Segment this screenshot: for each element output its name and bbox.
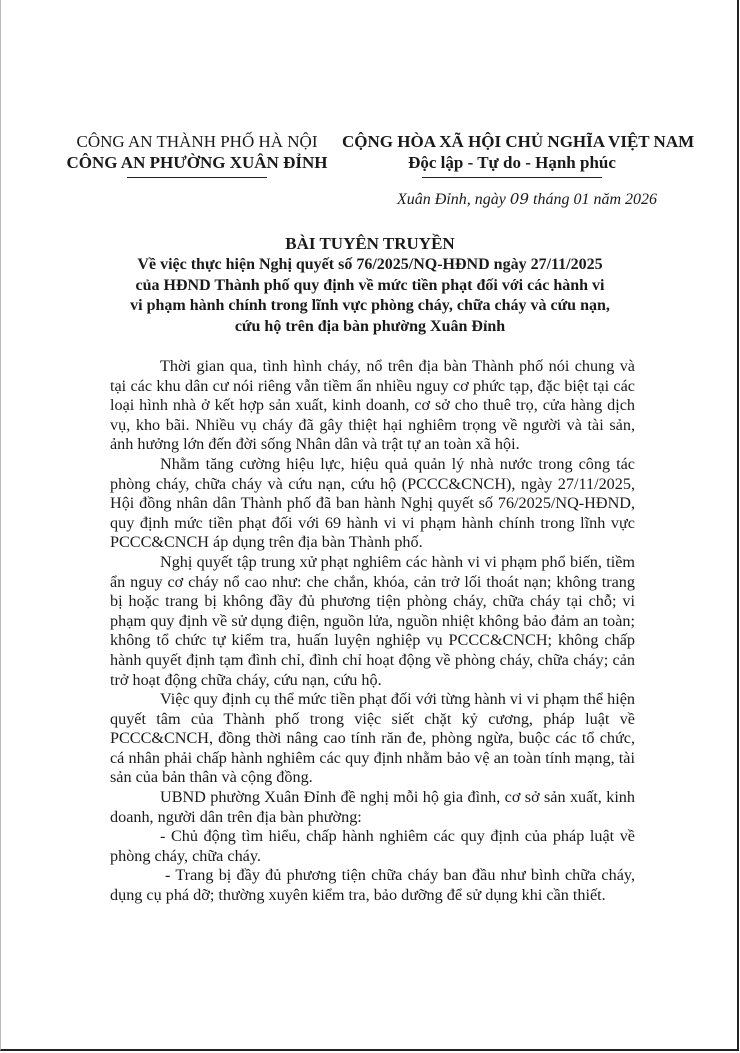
body-paragraph: Thời gian qua, tình hình cháy, nổ trên địa bàn Thành phố nói chung và tại các khu dân cư nói riêng vẫn tiềm ẩn nhiều nguy cơ phức tạp, đặc biệt tại các loại hình nhà ở kết hợp sản xuất, kinh doanh, cơ sở cho thuê trọ, cửa hàng dịch vụ, kho bãi. Nhiều vụ cháy đã gây thiệt hại nghiêm trọng về người và tài sản, ảnh hưởng lớn đến đời sống Nhân dân và trật tự an toàn xã hội.	[110, 357, 635, 454]
bullet-item: - Chủ động tìm hiểu, chấp hành nghiêm các quy định của pháp luật về phòng cháy, chữa cháy.	[110, 827, 635, 865]
bullet-item: - Trang bị đầy đủ phương tiện chữa cháy ban đầu như bình chữa cháy, dụng cụ phá dỡ; thường xuyên kiểm tra, bảo dưỡng để sử dụng khi cần thiết.	[110, 866, 635, 905]
document-body	[110, 357, 635, 906]
unit-name: CÔNG AN PHƯỜNG XUÂN ĐỈNH	[66, 153, 328, 172]
body-paragraph: Nghị quyết tập trung xử phạt nghiêm các hành vi vi phạm phổ biến, tiềm ẩn nguy cơ cháy nổ cao như: che chắn, khóa, cản trở lối thoát nạn; không trang bị hoặc trang bị không đầy đủ phương tiện phòng cháy, chữa cháy tại chỗ; vi phạm quy định về sử dụng điện, nguồn lửa, nguồn nhiệt không bảo đảm an toàn; không tổ chức tự kiểm tra, huấn luyện nghiệp vụ PCCC&CNCH; không chấp hành quyết định tạm đình chỉ, đình chỉ hoạt động về phòng cháy, chữa cháy; cản trở hoạt động chữa cháy, cứu nạn, cứu hộ.	[110, 552, 635, 689]
motto-underline	[422, 177, 602, 178]
date-day: 09	[509, 190, 529, 208]
date-suffix: tháng 01 năm 2026	[529, 191, 657, 208]
body-paragraph: Việc quy định cụ thể mức tiền phạt đối với từng hành vi vi phạm thể hiện quyết tâm của Thành phố trong việc siết chặt kỷ cương, pháp luật về PCCC&CNCH, đồng thời nâng cao tính răn đe, phòng ngừa, buộc các tổ chức, cá nhân phải chấp hành nghiêm các quy định nhằm bảo vệ an toàn tính mạng, tài sản của bản thân và cộng đồng.	[110, 690, 635, 787]
document-title: BÀI TUYÊN TRUYỀN	[285, 234, 455, 253]
place-date-line	[0, 190, 657, 209]
national-motto: Độc lập - Tự do - Hạnh phúc	[408, 153, 616, 172]
subtitle-line: cứu hộ trên địa bàn phường Xuân Đỉnh	[234, 317, 506, 335]
country-name: CỘNG HÒA XÃ HỘI CHỦ NGHĨA VIỆT NAM	[342, 132, 695, 151]
national-title-block	[342, 131, 695, 178]
subtitle-line: Về việc thực hiện Nghị quyết số 76/2025/NQ-HĐND ngày 27/11/2025	[137, 256, 603, 273]
body-paragraph: UBND phường Xuân Đỉnh đề nghị mỗi hộ gia đình, cơ sở sản xuất, kinh doanh, người dân trên địa bàn phường:	[110, 788, 635, 826]
subtitle-line: của HĐND Thành phố quy định về mức tiền phạt đối với các hành vi	[135, 276, 605, 294]
body-paragraph: Nhằm tăng cường hiệu lực, hiệu quả quản lý nhà nước trong công tác phòng cháy, chữa cháy và cứu nạn, cứu hộ (PCCC&CNCH), ngày 27/11/2025, Hội đồng nhân dân Thành phố đã ban hành Nghị quyết số 76/2025/NQ-HĐND, quy định mức tiền phạt đối với 69 hành vi vi phạm hành chính trong lĩnh vực PCCC&CNCH áp dụng trên địa bàn Thành phố.	[110, 454, 635, 552]
agency-underline	[127, 177, 267, 178]
parent-agency-name: CÔNG AN THÀNH PHỐ HÀ NỘI	[76, 132, 318, 151]
issuing-agency-block	[52, 131, 342, 178]
subtitle-line: vi phạm hành chính trong lĩnh vực phòng cháy, chữa cháy và cứu nạn,	[130, 297, 610, 314]
date-prefix: Xuân Đỉnh, ngày	[397, 191, 510, 208]
document-title-block	[90, 233, 650, 337]
